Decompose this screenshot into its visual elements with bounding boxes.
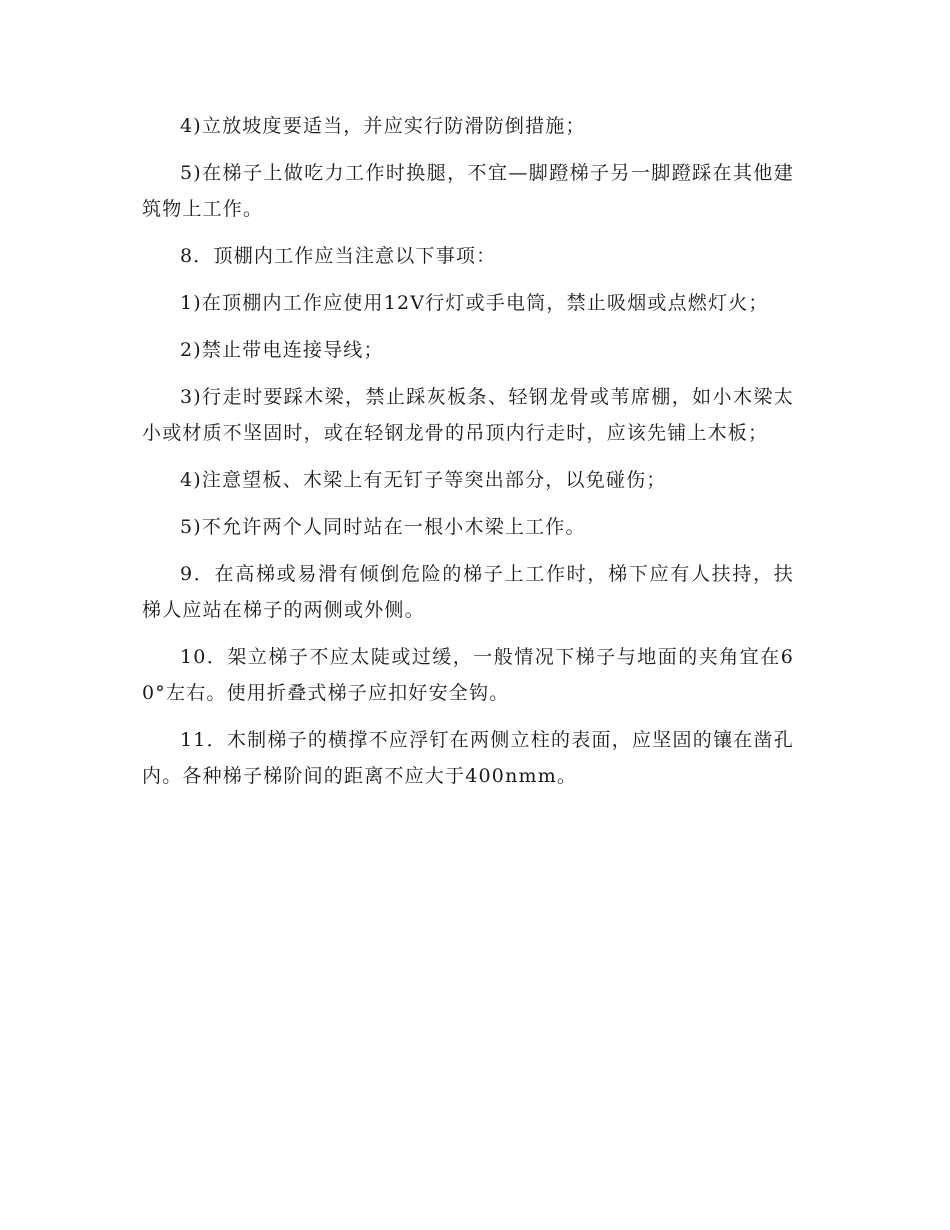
paragraph-ceiling-lighting: 1)在顶棚内工作应使用12V行灯或手电筒，禁止吸烟或点燃灯火； [180,292,769,314]
paragraph-high-ladder-support: 9．在高梯或易滑有倾倒危险的梯子上工作时，梯下应有人扶持，扶梯人应站在梯子的两侧或外侧。 [142,563,794,621]
document-page [142,108,794,805]
paragraph-ceiling-wiring: 2)禁止带电连接导线； [180,339,384,361]
paragraph-ceiling-walking: 3)行走时要踩木梁，禁止踩灰板条、轻钢龙骨或苇席棚，如小木梁太小或材质不坚固时，或在轻钢龙骨的吊顶内行走时，应该先铺上木板； [142,386,794,444]
paragraph-ladder-leg-change: 5)在梯子上做吃力工作时换腿，不宜—脚蹬梯子另一脚蹬踩在其他建筑物上工作。 [142,162,794,220]
paragraph-ceiling-heading: 8．顶棚内工作应当注意以下事项： [180,245,497,267]
paragraph-wooden-ladder-rungs: 11．木制梯子的横撑不应浮钉在两侧立柱的表面，应坚固的镶在凿孔内。各种梯子梯阶间的距离不应大于400nmm。 [142,729,794,787]
paragraph-ladder-angle: 10．架立梯子不应太陡或过缓，一般情况下梯子与地面的夹角宜在60°左右。使用折叠式梯子应扣好安全钩。 [142,646,794,704]
paragraph-ceiling-one-person: 5)不允许两个人同时站在一根小木梁上工作。 [180,516,586,538]
paragraph-ceiling-nails: 4)注意望板、木梁上有无钉子等突出部分，以免碰伤； [180,469,667,491]
paragraph-ladder-slope: 4)立放坡度要适当，并应实行防滑防倒措施； [180,115,586,137]
